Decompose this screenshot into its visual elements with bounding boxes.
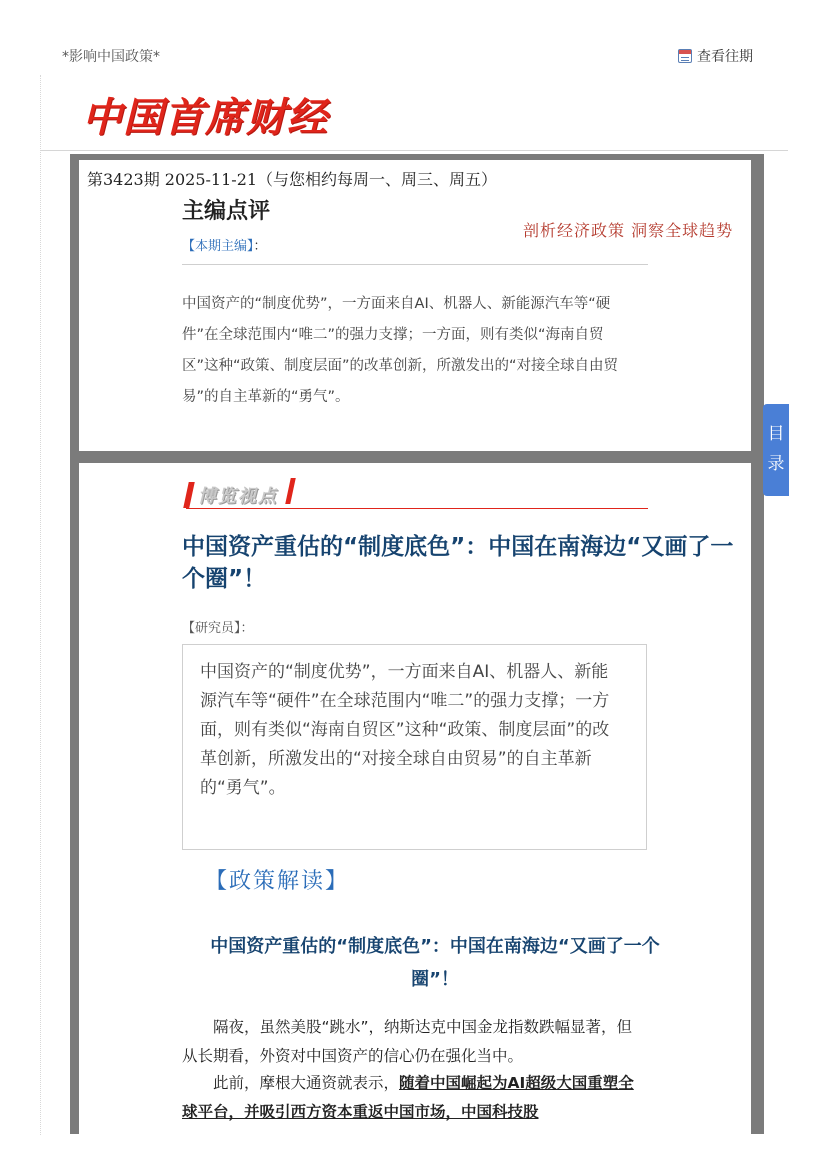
summary-box <box>182 644 647 850</box>
toc-tab-line2: 录 <box>767 454 785 474</box>
paragraph-2-highlight: 随着中国崛起为AI超级大国重塑全球平台，并吸引西方资本重返中国市场，中国科技股 <box>182 1074 634 1121</box>
slogan: 剖析经济政策 洞察全球趋势 <box>523 221 734 240</box>
editor-review-title: 主编点评 <box>182 199 271 224</box>
paragraph-2-prefix: 此前，摩根大通资就表示， <box>213 1074 400 1092</box>
page-margin-guide <box>40 75 41 1135</box>
section-label: 博览视点 <box>198 486 278 507</box>
toc-tab-line1: 目 <box>767 424 785 444</box>
section-flag-right <box>285 478 296 504</box>
summary-text: 中国资产的“制度优势”，一方面来自AI、机器人、新能源汽车等“硬件”在全球范围内“唯二”的强力支撑；一方面，则有类似“海南自贸区”这种“政策、制度层面”的改革创新，所激发出的“对接全球自由贸易”的自主革新的“勇气”。 <box>200 662 610 798</box>
paragraph-2 <box>182 1069 644 1127</box>
article-subtitle: 中国资产重估的“制度底色”：中国在南海边“又画了一个圈”！ <box>210 936 660 990</box>
editor-review-body: 中国资产的“制度优势”，一方面来自AI、机器人、新能源汽车等“硬件”在全球范围内“唯二”的强力支撑；一方面，则有类似“海南自贸区”这种“政策、制度层面”的改革创新，所激发出的“对接全球自由贸易”的自主革新的“勇气”。 <box>182 296 619 405</box>
past-issues-label: 查看往期 <box>697 49 753 65</box>
article-title[interactable]: 中国资产重估的“制度底色”：中国在南海边“又画了一个圈”！ <box>182 534 734 592</box>
editor-label-text: 【本期主编】 <box>182 239 254 254</box>
editor-divider <box>182 264 648 265</box>
paragraph-1: 隔夜，虽然美股“跳水”，纳斯达克中国金龙指数跌幅显著，但从长期看，外资对中国资产的信心仍在强化当中。 <box>182 1018 633 1065</box>
past-issues-link[interactable] <box>678 46 753 66</box>
editor-label-colon: ： <box>253 239 267 254</box>
section-header <box>186 478 648 510</box>
section-underline <box>186 508 648 509</box>
policy-heading: 【政策解读】 <box>205 869 350 894</box>
header-divider <box>40 150 788 151</box>
brand-logo[interactable]: 中国首席财经 <box>82 95 328 141</box>
editor-label <box>182 235 267 254</box>
issue-info: 第3423期 2025-11-21（与您相约每周一、周三、周五） <box>87 170 498 189</box>
researcher-label: 【研究员】： <box>182 621 254 636</box>
calendar-icon <box>678 49 692 63</box>
toc-tab[interactable] <box>763 404 789 496</box>
header-tagline: *影响中国政策* <box>62 49 160 65</box>
